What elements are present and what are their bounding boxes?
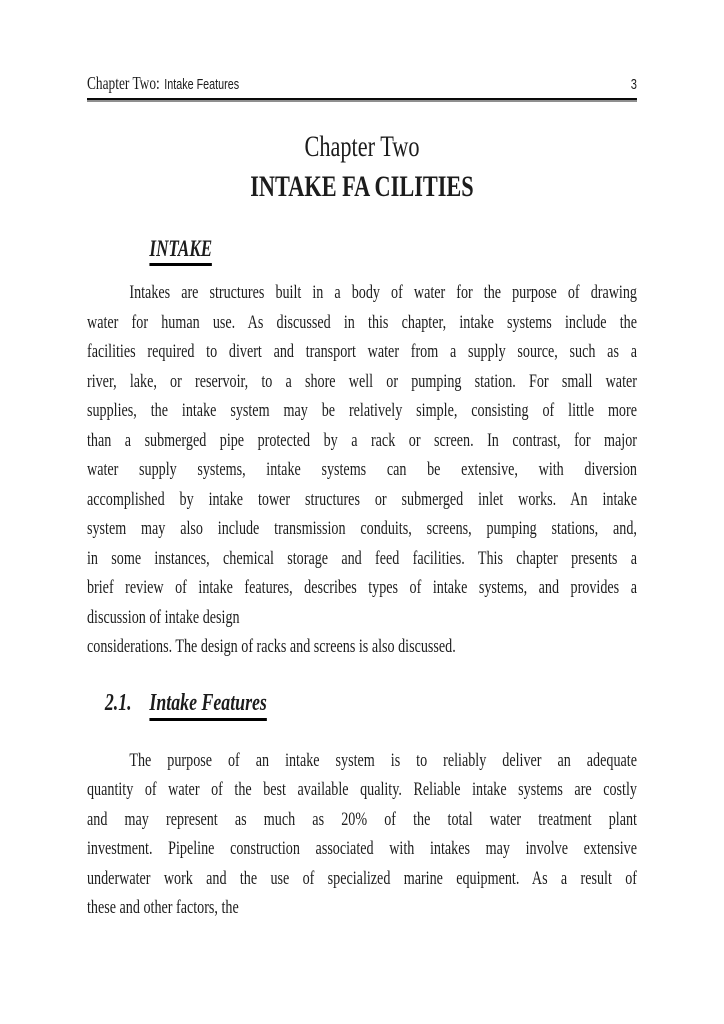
text-line: brief review of intake features, describes types of intake systems, and provides a: [87, 577, 637, 598]
chapter-title: Chapter Two: [304, 130, 420, 163]
text-line: water supply systems, intake systems can be extensive, with diversion: [87, 459, 637, 480]
text-line: and may represent as much as 20% of the total water treatment plant: [87, 808, 637, 830]
header-rule: [87, 98, 637, 102]
section-heading-2-1: [87, 688, 637, 719]
text-line: underwater work and the use of specialized marine equipment. As a result of: [87, 867, 637, 889]
text-line: investment. Pipeline construction associated with intakes may involve extensive: [87, 838, 637, 859]
text-line: Intakes are structures built in a body of water for the purpose of drawing: [129, 282, 637, 303]
text-line: river, lake, or reservoir, to a shore well or pumping station. For small water: [87, 370, 637, 392]
text-line: in some instances, chemical storage and feed facilities. This chapter presents a: [87, 547, 637, 569]
text-line: supplies, the intake system may be relatively simple, consisting of little more: [87, 400, 637, 421]
header-chapter-label: Chapter Two:: [87, 73, 160, 93]
section-number: 2.1.: [104, 689, 132, 716]
text-line: system may also include transmission conduits, screens, pumping stations, and,: [87, 518, 637, 539]
text-line: these and other factors, the: [87, 897, 239, 918]
text-line: The purpose of an intake system is to reliably deliver an adequate: [129, 749, 637, 771]
features-paragraph: [87, 746, 637, 923]
header-section-label: Intake Features: [164, 77, 240, 93]
text-line: water for human use. As discussed in this chapter, intake systems include the: [87, 311, 637, 333]
chapter-subtitle: INTAKE FA CILITIES: [250, 170, 474, 203]
intake-paragraph: [87, 278, 637, 662]
section-heading-intake-text: INTAKE: [149, 236, 212, 266]
text-line: quantity of water of the best available quality. Reliable intake systems are costly: [87, 779, 637, 800]
page-header: [87, 72, 637, 96]
text-line: accomplished by intake tower structures or submerged inlet works. An intake: [87, 488, 637, 510]
section-heading-intake: [87, 234, 637, 264]
text-line: considerations. The design of racks and screens is also discussed.: [87, 636, 456, 657]
page-content-column: [87, 0, 637, 923]
section-heading-features-text: Intake Features: [149, 690, 266, 721]
text-line: than a submerged pipe protected by a rack or screen. In contrast, for major: [87, 429, 637, 451]
header-page-number: 3: [630, 76, 637, 93]
text-line: discussion of intake design: [87, 606, 240, 628]
text-line: facilities required to divert and transport water from a supply source, such as a: [87, 341, 637, 362]
